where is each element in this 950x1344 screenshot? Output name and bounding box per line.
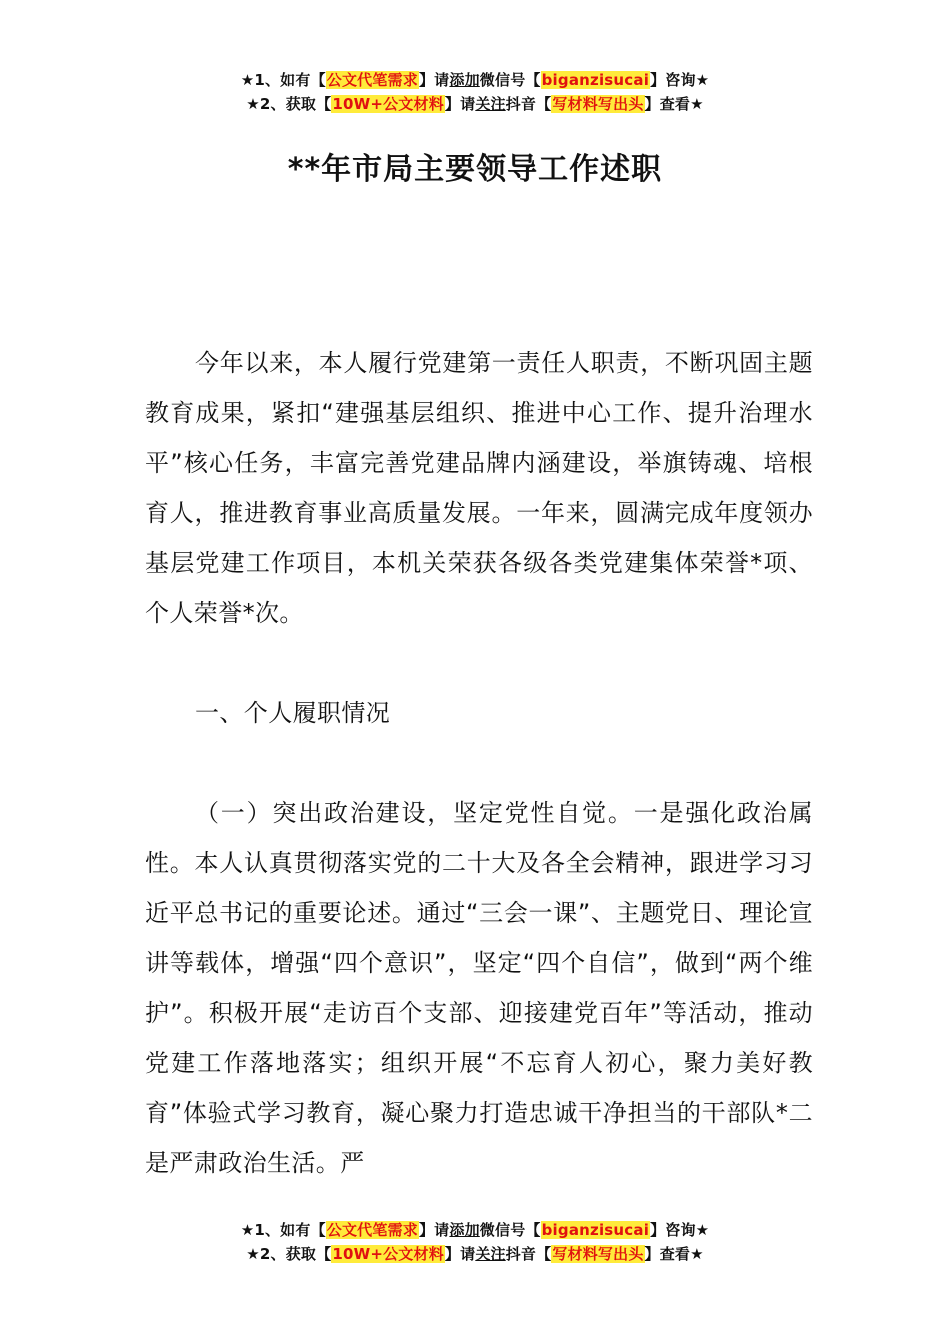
banner-highlight: 公文代笔需求	[326, 71, 418, 89]
banner-text: 】请	[444, 95, 476, 113]
banner-text: ★1、如有【	[240, 71, 326, 89]
banner-text: 】咨询★	[650, 1221, 710, 1239]
banner-text: 微信号【	[479, 71, 541, 89]
banner-underlined: 添加	[449, 71, 480, 89]
banner-highlight: 10W+公文材料	[332, 95, 444, 113]
body-paragraph: （一）突出政治建设，坚定党性自觉。一是强化政治属性。本人认真贯彻落实党的二十大及各全会精神，跟进学习习近平总书记的重要论述。通过“三会一课”、主题党日、理论宣讲等载体，增强“四个意识”，坚定“四个自信”，做到“两个维护”。积极开展“走访百个支部、迎接建党百年”等活动，推动党建工作落地落实；组织开展“不忘育人初心，聚力美好教育”体验式学习教育，凝心聚力打造忠诚干净担当的干部队*二是严肃政治生活。严	[145, 799, 813, 1177]
banner-highlight: 写材料写出头	[552, 1245, 644, 1263]
banner-text: 】请	[444, 1245, 476, 1263]
header-banner-top	[0, 68, 950, 116]
banner-highlight: biganzisucai	[541, 1221, 650, 1239]
banner-line-1	[0, 68, 950, 92]
banner-text: 】请	[418, 71, 450, 89]
banner-text: 】查看★	[644, 95, 704, 113]
banner-line-2	[0, 92, 950, 116]
banner-text: 抖音【	[505, 1245, 552, 1263]
banner-highlight: 写材料写出头	[552, 95, 644, 113]
banner-text: ★2、获取【	[246, 1245, 332, 1263]
banner-underlined: 关注	[475, 95, 506, 113]
banner-highlight: 公文代笔需求	[326, 1221, 418, 1239]
document-title: **年市局主要领导工作述职	[287, 152, 663, 187]
intro-paragraph: 今年以来，本人履行党建第一责任人职责，不断巩固主题教育成果，紧扣“建强基层组织、推进中心工作、提升治理水平”核心任务，丰富完善党建品牌内涵建设，举旗铸魂、培根育人，推进教育事业高质量发展。一年来，圆满完成年度领办基层党建工作项目，本机关荣获各级各类党建集体荣誉*项、个人荣誉*次。	[145, 349, 813, 627]
banner-line-2	[0, 1242, 950, 1266]
banner-underlined: 添加	[449, 1221, 480, 1239]
banner-highlight: biganzisucai	[541, 71, 650, 89]
banner-text: 微信号【	[479, 1221, 541, 1239]
banner-text: ★2、获取【	[246, 95, 332, 113]
banner-text: 】咨询★	[650, 71, 710, 89]
banner-underlined: 关注	[475, 1245, 506, 1263]
banner-highlight: 10W+公文材料	[332, 1245, 444, 1263]
section-heading: 一、个人履职情况	[195, 699, 391, 727]
footer-banner-bottom	[0, 1218, 950, 1266]
banner-text: 抖音【	[505, 95, 552, 113]
banner-line-1	[0, 1218, 950, 1242]
banner-text: ★1、如有【	[240, 1221, 326, 1239]
banner-text: 】请	[418, 1221, 450, 1239]
banner-text: 】查看★	[644, 1245, 704, 1263]
